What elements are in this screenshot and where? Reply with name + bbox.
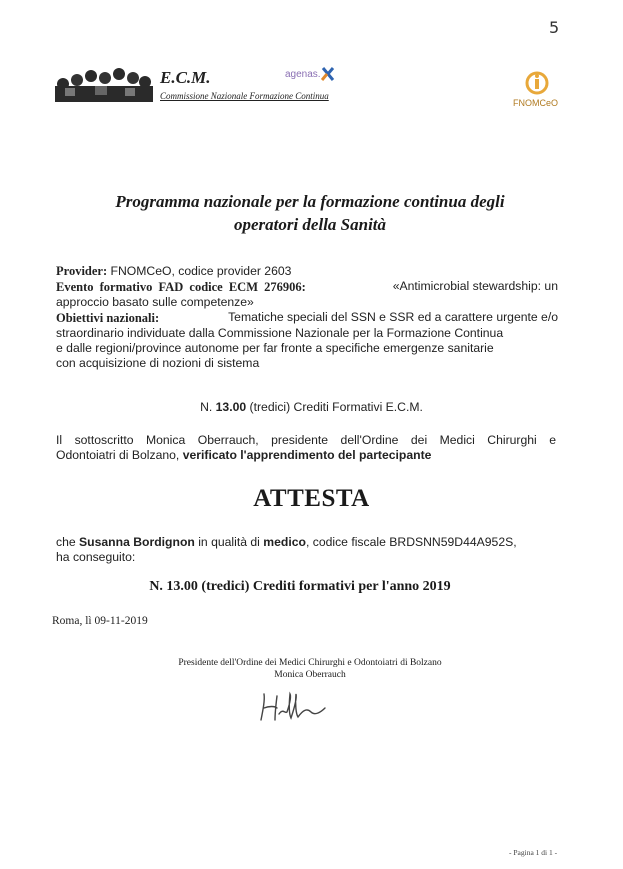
participant-cf: , codice fiscale BRDSNN59D44A952S, [305,535,517,549]
participant-role: medico [263,535,306,549]
evento-row [56,279,558,295]
credits-prefix: N. [200,400,213,414]
participant-line-1 [56,535,576,550]
declaration-line-2-plain: Odontoiatri di Bolzano, [56,448,180,462]
obiettivi-line-1: Tematiche speciali del SSN e SSR ed a carattere urgente e/o [228,310,558,324]
obiettivi-line-2: straordinario individuate dalla Commissione Nazionale per la Formazione Continua [56,326,504,340]
signatory-name: Monica Oberrauch [274,670,346,680]
evento-label: Evento formativo FAD codice ECM 276906: [56,280,306,294]
agenas-label: agenas. [285,68,321,80]
heading-line-2: operatori della Sanità [233,215,387,234]
fnomceo-label: FNOMCeO [513,98,558,108]
credits-obtained: N. 13.00 (tredici) Crediti formativi per l'anno 2019 [149,579,451,594]
signature-image [255,690,345,726]
ecm-subtitle: Commissione Nazionale Formazione Continua [160,91,329,101]
declaration-line-1: Il sottoscritto Monica Oberrauch, presidente dell'Ordine dei Medici Chirurghi e [56,433,556,447]
page-footer: - Pagina 1 di 1 - [509,848,558,857]
credits-line [0,400,623,415]
participant-pre: che [56,535,76,549]
declaration-line-2-bold: verificato l'apprendimento del partecipante [182,448,432,462]
signatory-block [110,657,510,681]
participant-line-2: ha conseguito: [56,550,136,564]
declaration-paragraph [56,433,556,463]
participant-mid: in qualità di [198,535,260,549]
credits-suffix: (tredici) Crediti Formativi E.C.M. [249,400,423,414]
event-details [56,263,558,371]
provider-value: FNOMCeO, codice provider 2603 [110,264,292,278]
agenas-mark-icon [321,66,335,82]
page-heading [60,190,560,236]
signatory-title: Presidente dell'Ordine dei Medici Chirurghi e Odontoiatri di Bolzano [178,658,442,668]
handwritten-page-number: 5 [549,18,560,37]
evento-value-line-1: «Antimicrobial stewardship: un [392,279,558,293]
provider-label: Provider: [56,264,108,278]
place-date: Roma, lì 09-11-2019 [52,615,148,627]
evento-value-line-2: approccio basato sulle competenze» [56,295,254,309]
participant-name: Susanna Bordignon [79,535,195,549]
obiettivi-row [56,310,558,326]
attesta-heading: ATTESTA [253,485,370,512]
obiettivi-label: Obiettivi nazionali: [56,311,160,325]
ecm-title: E.C.M. [160,68,211,87]
declaration-line-2 [56,448,556,463]
participant-paragraph [56,535,576,565]
credits-number: 13.00 [215,400,247,414]
agenas-logo [285,66,335,82]
fnomceo-emblem-icon [524,70,550,96]
provider-row [56,263,558,279]
heading-line-1: Programma nazionale per la formazione continua degli [115,192,505,211]
obiettivi-line-3: e dalle regioni/province autonome per far fronte a specifiche emergenze sanitarie [56,341,494,355]
ecm-logo-image [55,66,153,104]
obiettivi-line-4: con acquisizione di nozioni di sistema [56,356,260,370]
